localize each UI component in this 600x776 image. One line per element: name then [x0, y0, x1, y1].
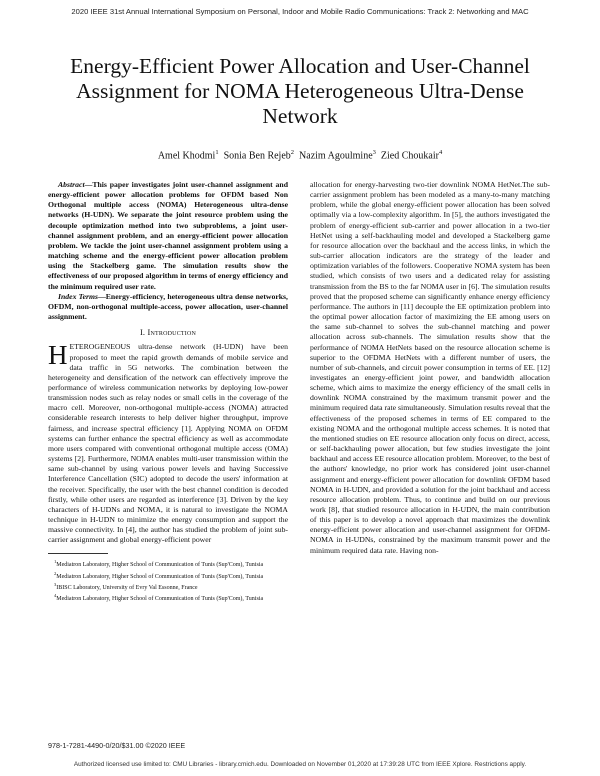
intro-text: ultra-dense network (H-UDN) have been proposed to meet the rapid growth demands of mobile service and data traffic in 5G networks. The combination between the heterogeneity and densification of the network can effectively improve the performance of wireless communication networks by deploying low-power transmission nodes such as relay nodes or small cells in the coverage of the macro cell. Moreover, non-orthogonal multiple-access (NOMA) attracted considerable research interests to help deliver higher throughput, improve fairness, and increase spectral efficiency [1]. Applying NOMA on OFDM systems can further enhance the spectral efficiency as well as accommodate more users compared with conventional orthogonal multiple access (OMA) systems [2]. Furthermore, NOMA enables multi-user transmission within the same sub-channel by using various power levels and having Successive Interference Cancellation (SIC) adopted to decode the users' information at the receiver. Specifically, the user with the best channel condition is decoded firstly, while other users are regarded as interference [3]. Driven by the key characters of H-UDNs and NOMA, it is natural to investigate the NOMA technique in H-UDN to minimize the energy consumption and support the massive connectivity. In [4], the author has studied the problem of joint sub-carrier assignment and global energy-efficient power: [48, 342, 288, 545]
author-name: Zied Choukair: [380, 150, 439, 162]
author-affiliation-mark: 1: [215, 149, 219, 156]
footnote-mark: 4: [54, 593, 57, 599]
footnote: [54, 581, 288, 592]
section-heading: [48, 328, 288, 338]
author-name: Amel Khodmi: [157, 150, 216, 162]
footnote-text: Mediatron Laboratory, Higher School of Communication of Tunis (Sup'Com), Tunisia: [56, 562, 264, 569]
author-name: Sonia Ben Rejeb: [223, 150, 291, 162]
intro-paragraph: [48, 342, 288, 545]
abstract: [48, 180, 288, 292]
index-terms-text: —Energy-efficiency, heterogeneous ultra dense networks, OFDM, non-orthogonal multiple-access, power allocation, user-channel assignment.: [48, 291, 288, 322]
footnote-mark: 3: [54, 582, 57, 588]
footnote-mark: 1: [54, 559, 57, 565]
intro-caps: ETEROGENEOUS: [69, 342, 131, 352]
drop-cap: H: [48, 340, 68, 371]
conference-header: 2020 IEEE 31st Annual International Symposium on Personal, Indoor and Mobile Radio Communications: Track 2: Networking and MAC: [71, 7, 529, 16]
paper-title: Energy-Efficient Power Allocation and User-Channel Assignment for NOMA Heterogeneous Ultra-Dense Network: [70, 54, 530, 128]
author-affiliation-mark: 2: [290, 149, 295, 156]
footnote-text: IBISC Laboratory, University of Evry Val Essonne, France: [56, 585, 198, 592]
footnote-divider: [48, 553, 108, 554]
isbn-copyright: 978-1-7281-4490-0/20/$31.00 ©2020 IEEE: [48, 741, 186, 750]
abstract-text: —This paper investigates joint user-channel assignment and energy-efficient power allocation problems for OFDM based Non Orthogonal multiple access (NOMA) Heterogeneous ultra-dense networks (H-UDN). We separate the joint resource problem using the decouple optimization method into two subproblems, a joint user-channel assignment problem, and an energy-efficient power allocation problem. We tackle the joint user-channel assignment problem using a matching scheme and the energy-efficient power allocation problem using the Stackelberg game. The simulation results show the effectiveness of our proposed algorithm in terms of energy efficiency and the minimum required user rate.: [48, 180, 288, 291]
left-column: [48, 180, 288, 604]
footnote-text: Mediatron Laboratory, Higher School of Communication of Tunis (Sup'Com), Tunisia: [56, 573, 264, 580]
license-notice: Authorized licensed use limited to: CMU Libraries - library.cmich.edu. Downloaded on November 01,2020 at 17:39:28 UTC from IEEE Xplore. Restrictions apply.: [73, 761, 527, 768]
index-terms: [48, 292, 288, 322]
right-column: [310, 180, 550, 556]
section-title: Introduction: [147, 328, 197, 338]
footnote-mark: 2: [54, 570, 57, 576]
body-paragraph: allocation for energy-harvesting two-tier downlink NOMA HetNet.The sub-carrier assignment problem has been modeled as a many-to-many matching problem, while the global energy-efficient power allocation has been solved optimally via a low-complexity algorithm. In [5], the authors investigated the problem of energy-efficient sub-carrier and power allocation in a two-tier HetNet using a self-backhauling model and developed a Stackelberg game for resource allocation over the backhaul and the access links, in which the sub-carrier allocation indicators are the strategy of the leader and optimization variables of the followers. Cooperative NOMA system has been studied, which consists of two users and a dedicated relay for assisting transmission from the BS to the far NOMA user in [6]. The simulation results proved that the proposed scheme can significantly enhance energy efficiency performance. The authors in [11] decouple the EE optimization problem into the optimal power allocation factor of maximizing the EE among users on the same sub-channel to solves the sub-channel matching and power allocation across sub-channels. The simulation results show that the performance of NOMA HetNets based on the resource allocation scheme is superior to the OFDMA HetNets with a different number of users, the number of sub-channels, and circuit power consumption in terms of EE. [12] investigates an energy-efficient joint power, and bandwidth allocation scheme, which aims to maximize the energy efficiency of the small cells in downlink NOMA constrained by the maximum transmit power and the minimum required data rate simultaneously. Simulation results reveal that the effectiveness of the proposed schemes in terms of EE compared to the existing NOMA and the orthogonal multiple access schemes. It is noted that the mentioned studies on EE resource allocation only focus on direct, access, or self-backhauling power allocation, but few studies investigate the joint backhaul and access EE resource allocation problem. Moreover, to the best of the authors' knowledge, no prior work has considered joint user-channel assignment and energy-efficient power allocation for downlink OFDM based NOMA in H-UDN, and provided a solution for the joint backhaul and access resource allocation problem. Thus, to continue and build on our previous work [8], that studied resource allocation in H-UDN, the main contribution of this paper is to develop a novel approach that maximizes the downlink energy-efficient power allocation and user-channel assignment for OFDM-NOMA in H-UDNs, constrained by the maximum transmit power and the minimum required data rate. Having non-: [310, 180, 550, 555]
index-terms-lead: Index Terms: [58, 291, 99, 301]
abstract-lead: Abstract: [58, 180, 85, 189]
footnote-text: Mediatron Laboratory, Higher School of Communication of Tunis (Sup'Com), Tunisia: [56, 596, 264, 603]
author-name: Nazim Agoulmine: [299, 150, 373, 162]
footnotes: [48, 558, 288, 603]
author-list: [60, 147, 540, 162]
author-affiliation-mark: 3: [372, 149, 376, 156]
footnote: [54, 558, 288, 569]
footnote: [54, 570, 288, 581]
author-affiliation-mark: 4: [438, 149, 443, 156]
section-number: I.: [139, 328, 146, 338]
footnote: [54, 592, 288, 603]
